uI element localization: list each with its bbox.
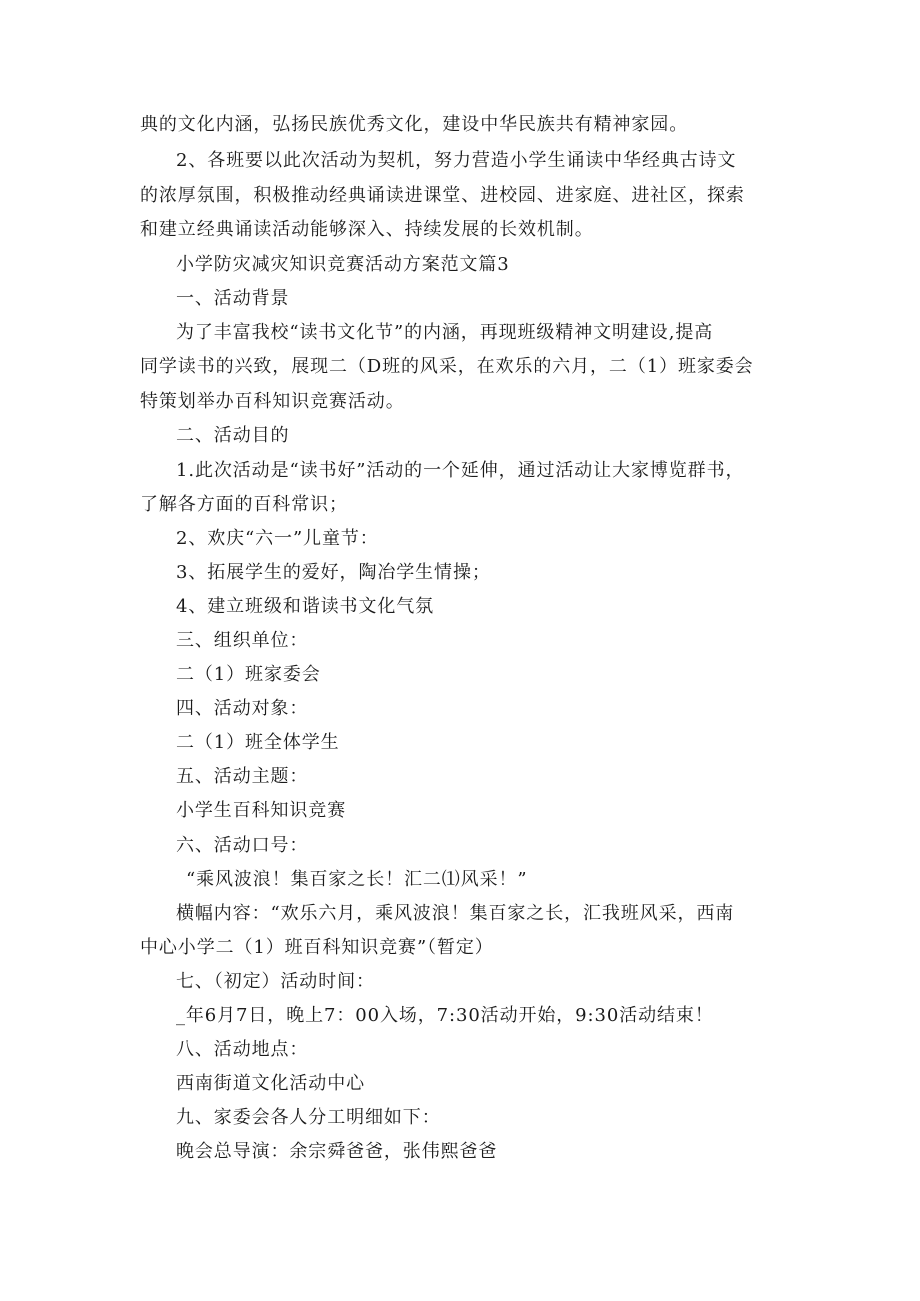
text-line: 典的文化内涵，弘扬民族优秀文化，建设中华民族共有精神家园。 — [140, 114, 689, 135]
list-item: 4、建立班级和谐读书文化气氛 — [176, 596, 435, 617]
text-line: 同学读书的兴致，展现二（D班的风采，在欢乐的六月，二（1）班家委会 — [140, 356, 754, 377]
text-line: 西南街道文化活动中心 — [176, 1073, 365, 1094]
text-line: _年6月7日，晚上7：00入场，7:30活动开始，9:30活动结束！ — [176, 1005, 714, 1026]
text-line: 和建立经典诵读活动能够深入、持续发展的长效机制。 — [140, 219, 594, 240]
section-title: 小学防灾减灾知识竞赛活动方案范文篇3 — [176, 254, 510, 275]
text-line: 特策划举办百科知识竞赛活动。 — [140, 391, 405, 412]
text-line: 二（1）班家委会 — [176, 664, 321, 685]
text-line: 的浓厚氛围，积极推动经典诵读进课堂、进校园、进家庭、进社区，探索 — [140, 185, 745, 206]
section-heading: 二、活动目的 — [176, 425, 290, 446]
text-line: 晚会总导演：余宗舜爸爸，张伟熙爸爸 — [176, 1141, 498, 1162]
section-heading: 三、组织单位： — [176, 630, 309, 651]
text-line: 1.此次活动是“读书好”活动的一个延伸，通过活动让大家博览群书， — [176, 460, 745, 481]
text-line: 横幅内容：“欢乐六月，乘风波浪！集百家之长，汇我班风采，西南 — [176, 903, 735, 924]
text-line: 二（1）班全体学生 — [176, 732, 340, 753]
section-heading: 六、活动口号： — [176, 835, 309, 856]
section-heading: 五、活动主题： — [176, 766, 309, 787]
text-line: 2、各班要以此次活动为契机，努力营造小学生诵读中华经典古诗文 — [176, 150, 737, 171]
text-line: 小学生百科知识竞赛 — [176, 800, 347, 821]
text-line: 中心小学二（1）班百科知识竞赛”（暂定） — [140, 937, 494, 958]
section-heading: 八、活动地点： — [176, 1039, 309, 1060]
section-heading: 一、活动背景 — [176, 288, 290, 309]
list-item: 3、拓展学生的爱好，陶冶学生情操； — [176, 562, 491, 583]
section-heading: 九、家委会各人分工明细如下： — [176, 1107, 441, 1128]
section-heading: 四、活动对象： — [176, 698, 309, 719]
list-item: 2、欢庆“六一”儿童节： — [176, 528, 379, 549]
text-line: 了解各方面的百科常识； — [140, 494, 348, 515]
text-line: 为了丰富我校“读书文化节”的内涵，再现班级精神文明建设,提高 — [176, 322, 714, 343]
slogan-line: “乘风波浪！集百家之长！汇二⑴风采！” — [186, 869, 528, 890]
section-heading: 七、（初定）活动时间： — [176, 971, 375, 992]
